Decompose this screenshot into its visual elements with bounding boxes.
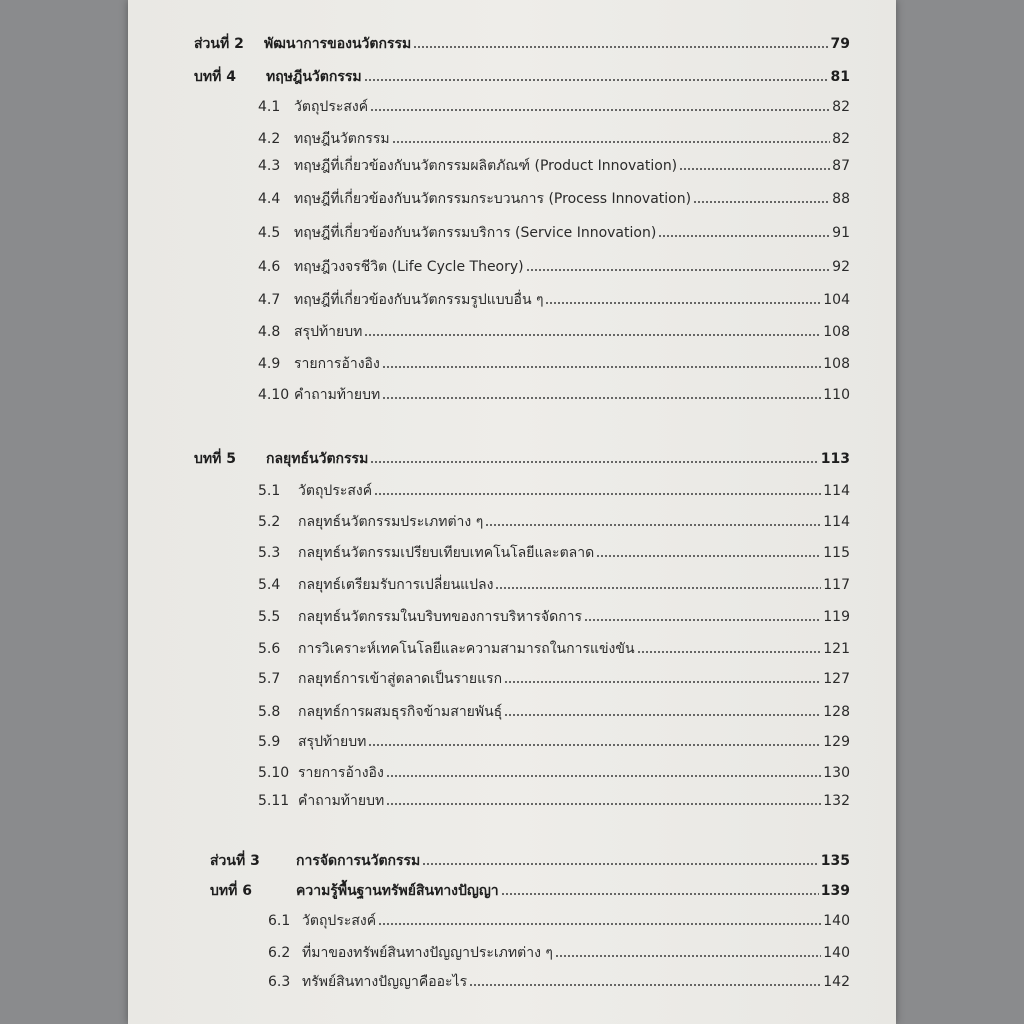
toc-entry-title: รายการอ้างอิง [294,356,380,372]
toc-entry-number: 5.2 [258,514,281,530]
toc-page-number: 82 [832,131,850,147]
toc-entry-title: ความรู้พื้นฐานทรัพย์สินทางปัญญา [296,883,499,899]
toc-page-number: 117 [823,577,850,593]
toc-entry-title: ทฤษฎีที่เกี่ยวข้องกับนวัตกรรมกระบวนการ (Process Innovation) [294,191,692,207]
toc-entry-number: 5.3 [258,545,281,561]
toc-entry-title: กลยุทธ์การผสมธุรกิจข้ามสายพันธุ์ [298,704,503,720]
toc-page-number: 121 [823,641,850,657]
toc-section-row [258,353,850,375]
toc-section-row [258,638,850,660]
toc-page-number: 87 [832,158,850,174]
toc-chapter-row [210,880,850,902]
toc-entry-number: 6.1 [268,913,291,929]
toc-entry-number: 4.2 [258,131,281,147]
toc-entry-title: วัตถุประสงค์ [298,483,373,499]
toc-part-row [210,850,850,872]
toc-chapter-row [194,66,850,88]
toc-page-number: 113 [820,451,850,467]
toc-page-number: 104 [823,292,850,308]
dot-leader [485,512,821,526]
dot-leader [374,481,821,495]
toc-entry-number: 4.4 [258,191,281,207]
dot-leader [368,732,821,746]
toc-section-row [258,96,850,118]
toc-entry-number: 4.3 [258,158,281,174]
toc-section-row [258,668,850,690]
toc-page-number: 115 [823,545,850,561]
toc-section-row [258,790,850,812]
toc-section-row [258,511,850,533]
toc-page-number: 81 [830,69,850,85]
toc-page-number: 92 [832,259,850,275]
toc-page-number: 114 [823,483,850,499]
dot-leader [679,156,830,170]
toc-section-row [258,542,850,564]
dot-leader [392,129,831,143]
toc-page-number: 128 [823,704,850,720]
dot-leader [422,851,818,865]
toc-part-row [194,33,850,55]
dot-leader [693,189,830,203]
toc-section-row [258,574,850,596]
toc-entry-title: ทฤษฎีที่เกี่ยวข้องกับนวัตกรรมผลิตภัณฑ์ (Product Innovation) [294,158,678,174]
toc-entry-number: 4.7 [258,292,281,308]
dot-leader [364,322,821,336]
toc-entry-number: 5.4 [258,577,281,593]
toc-entry-title: กลยุทธ์นวัตกรรมในบริบทของการบริหารจัดการ [298,609,583,625]
dot-leader [370,449,818,463]
book-page [128,0,896,1024]
toc-section-row [258,480,850,502]
toc-section-row [268,910,850,932]
toc-entry-number: 5.7 [258,671,281,687]
dot-leader [637,639,822,653]
toc-chapter-row [194,448,850,470]
toc-section-row [268,942,850,964]
toc-page-number: 140 [823,913,850,929]
toc-section-row [268,971,850,993]
toc-entry-title: กลยุทธ์นวัตกรรมประเภทต่าง ๆ [298,514,484,530]
toc-section-row [258,731,850,753]
toc-page-number: 108 [823,356,850,372]
toc-entry-title: กลยุทธ์นวัตกรรม [266,451,369,467]
dot-leader [526,257,831,271]
toc-page-number: 119 [823,609,850,625]
toc-entry-title: คำถามท้ายบท [298,793,385,809]
toc-entry-number: 5.10 [258,765,290,781]
toc-entry-title: รายการอ้างอิง [298,765,384,781]
dot-leader [413,34,828,48]
toc-page-number: 130 [823,765,850,781]
dot-leader [378,911,821,925]
dot-leader [364,67,829,81]
toc-entry-title: ทฤษฎีวงจรชีวิต (Life Cycle Theory) [294,259,524,275]
toc-entry-number: 5.1 [258,483,281,499]
dot-leader [386,791,821,805]
dot-leader [555,943,821,957]
toc-entry-number: 4.9 [258,356,281,372]
dot-leader [545,290,821,304]
toc-section-row [258,128,850,150]
toc-page-number: 91 [832,225,850,241]
toc-page-number: 114 [823,514,850,530]
toc-entry-number: 4.1 [258,99,281,115]
toc-entry-title: ที่มาของทรัพย์สินทางปัญญาประเภทต่าง ๆ [302,945,553,961]
toc-entry-number: 5.11 [258,793,290,809]
table-of-contents [128,0,896,1024]
toc-entry-number: บทที่ 4 [194,69,236,85]
toc-entry-title: คำถามท้ายบท [294,387,381,403]
toc-section-row [258,606,850,628]
toc-page-number: 132 [823,793,850,809]
toc-entry-number: ส่วนที่ 3 [210,853,260,869]
toc-section-row [258,289,850,311]
dot-leader [382,354,821,368]
toc-page-number: 88 [832,191,850,207]
toc-entry-title: สรุปท้ายบท [294,324,363,340]
toc-entry-number: 5.9 [258,734,281,750]
toc-entry-number: ส่วนที่ 2 [194,36,244,52]
toc-entry-number: 6.2 [268,945,291,961]
toc-section-row [258,384,850,406]
toc-entry-number: 6.3 [268,974,291,990]
toc-entry-number: บทที่ 5 [194,451,236,467]
dot-leader [382,385,821,399]
toc-entry-title: วัตถุประสงค์ [302,913,377,929]
toc-section-row [258,222,850,244]
toc-entry-title: สรุปท้ายบท [298,734,367,750]
toc-entry-title: กลยุทธ์เตรียมรับการเปลี่ยนแปลง [298,577,494,593]
dot-leader [584,607,821,621]
toc-page-number: 142 [823,974,850,990]
toc-page-number: 129 [823,734,850,750]
toc-entry-title: การจัดการนวัตกรรม [296,853,421,869]
toc-page-number: 127 [823,671,850,687]
dot-leader [469,972,821,986]
dot-leader [658,223,830,237]
toc-entry-number: 4.5 [258,225,281,241]
dot-leader [370,97,830,111]
dot-leader [386,763,821,777]
toc-entry-number: 4.10 [258,387,290,403]
toc-entry-title: การวิเคราะห์เทคโนโลยีและความสามารถในการแข่งขัน [298,641,635,657]
dot-leader [501,881,819,895]
toc-section-row [258,701,850,723]
toc-entry-title: กลยุทธ์นวัตกรรมเปรียบเทียบเทคโนโลยีและตลาด [298,545,595,561]
toc-entry-title: ทฤษฎีนวัตกรรม [266,69,362,85]
dot-leader [504,669,821,683]
toc-entry-title: ทฤษฎีนวัตกรรม [294,131,390,147]
toc-entry-number: 5.5 [258,609,281,625]
toc-section-row [258,762,850,784]
toc-section-row [258,155,850,177]
toc-section-row [258,256,850,278]
dot-leader [495,575,821,589]
toc-entry-number: 5.6 [258,641,281,657]
toc-entry-title: วัตถุประสงค์ [294,99,369,115]
toc-page-number: 79 [830,36,850,52]
toc-entry-title: พัฒนาการของนวัตกรรม [264,36,412,52]
toc-entry-title: ทรัพย์สินทางปัญญาคืออะไร [302,974,468,990]
toc-entry-title: กลยุทธ์การเข้าสู่ตลาดเป็นรายแรก [298,671,503,687]
toc-page-number: 135 [820,853,850,869]
toc-page-number: 140 [823,945,850,961]
toc-page-number: 110 [823,387,850,403]
dot-leader [504,702,821,716]
toc-entry-number: 5.8 [258,704,281,720]
toc-entry-number: 4.8 [258,324,281,340]
toc-entry-number: บทที่ 6 [210,883,252,899]
toc-section-row [258,321,850,343]
dot-leader [596,543,821,557]
toc-entry-title: ทฤษฎีที่เกี่ยวข้องกับนวัตกรรมบริการ (Service Innovation) [294,225,657,241]
toc-page-number: 82 [832,99,850,115]
toc-entry-title: ทฤษฎีที่เกี่ยวข้องกับนวัตกรรมรูปแบบอื่น ๆ [294,292,544,308]
toc-section-row [258,188,850,210]
toc-page-number: 139 [820,883,850,899]
toc-page-number: 108 [823,324,850,340]
toc-entry-number: 4.6 [258,259,281,275]
